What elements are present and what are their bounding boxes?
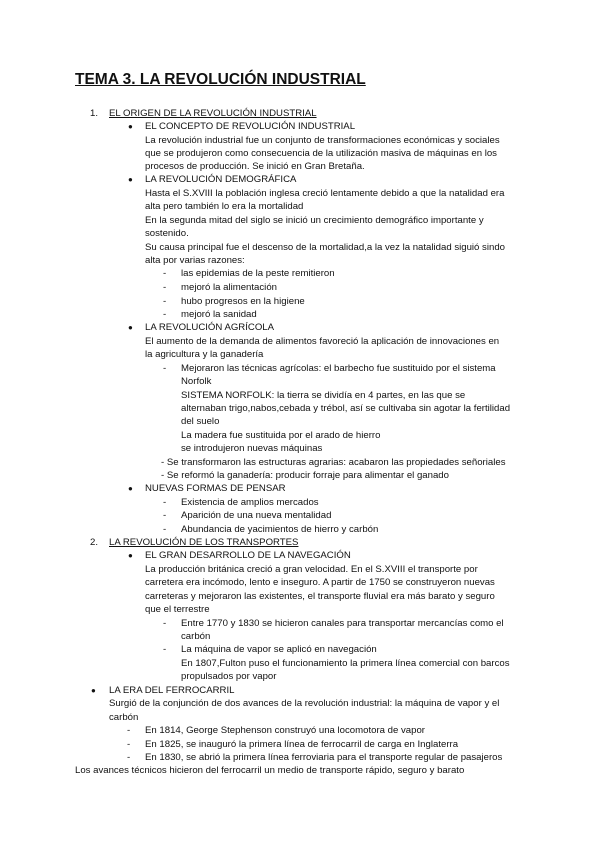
dash-icon: - bbox=[163, 510, 167, 521]
dash-icon: - bbox=[163, 524, 167, 535]
list-item: mejoró la sanidad bbox=[181, 309, 257, 320]
paragraph-line: Hasta el S.XVIII la población inglesa creció lentamente debido a que la natalidad era bbox=[145, 188, 505, 199]
paragraph-line: Su causa principal fue el descenso de la mortalidad,a la vez la natalidad siguió sindo bbox=[145, 242, 505, 253]
list-item-line: La madera fue sustituida por el arado de hierro bbox=[181, 430, 381, 441]
subsection-heading: EL CONCEPTO DE REVOLUCIÓN INDUSTRIAL bbox=[145, 121, 356, 132]
list-item-line: En 1807,Fulton puso el funcionamiento la primera línea comercial con barcos bbox=[181, 658, 510, 669]
list-item: En 1830, se abrió la primera línea ferroviaria para el transporte regular de pasajeros bbox=[145, 752, 503, 763]
bullet-icon: ● bbox=[91, 686, 96, 695]
list-item: En 1814, George Stephenson construyó una locomotora de vapor bbox=[145, 725, 426, 736]
dash-icon: - bbox=[163, 309, 167, 320]
list-item: mejoró la alimentación bbox=[181, 282, 277, 293]
list-item-line: alternaban trigo,nabos,cebada y trébol, así se cultivaba sin agotar la fertilidad bbox=[181, 403, 511, 414]
paragraph-line: carreteras y mejoraron las existentes, el transporte fluvial era más barato y seguro bbox=[145, 591, 495, 602]
list-item-line: propulsados por vapor bbox=[181, 671, 277, 682]
bullet-icon: ● bbox=[128, 175, 133, 184]
dash-icon: - bbox=[127, 739, 131, 750]
list-item-line: carbón bbox=[181, 631, 211, 642]
bullet-icon: ● bbox=[128, 122, 133, 131]
dash-icon: - bbox=[163, 618, 167, 629]
paragraph-line: carbón bbox=[109, 712, 139, 723]
list-item: Aparición de una nueva mentalidad bbox=[181, 510, 332, 521]
list-item: Mejoraron las técnicas agrícolas: el barbecho fue sustituido por el sistema bbox=[181, 363, 496, 374]
bullet-icon: ● bbox=[128, 551, 133, 560]
paragraph-line: Surgió de la conjunción de dos avances de la revolución industrial: la máquina de vapor y el bbox=[109, 698, 500, 709]
subsection-heading: LA ERA DEL FERROCARRIL bbox=[109, 685, 235, 696]
list-item-line: se introdujeron nuevas máquinas bbox=[181, 443, 323, 454]
section-number: 1. bbox=[90, 108, 99, 119]
subsection-heading: LA REVOLUCIÓN AGRÍCOLA bbox=[145, 322, 275, 333]
list-item: La máquina de vapor se aplicó en navegación bbox=[181, 644, 377, 655]
bullet-icon: ● bbox=[128, 484, 133, 493]
paragraph-line: que se produjeron como consecuencia de la utilización masiva de máquinas en los bbox=[145, 148, 497, 159]
paragraph-line: la agricultura y la ganadería bbox=[145, 349, 264, 360]
paragraph-line: En la segunda mitad del siglo se inició un crecimiento demográfico importante y bbox=[145, 215, 484, 226]
list-item: En 1825, se inauguró la primera línea de ferrocarril de carga en Inglaterra bbox=[145, 739, 459, 750]
dash-icon: - bbox=[127, 725, 131, 736]
paragraph-line: El aumento de la demanda de alimentos favoreció la aplicación de innovaciones en bbox=[145, 336, 500, 347]
paragraph-line: que el terrestre bbox=[145, 604, 210, 615]
paragraph-line: La producción británica creció a gran velocidad. En el S.XVIII el transporte por bbox=[145, 564, 478, 575]
dash-icon: - bbox=[163, 497, 167, 508]
dash-icon: - bbox=[127, 752, 131, 763]
list-item-line: SISTEMA NORFOLK: la tierra se dividía en 4 partes, en las que se bbox=[181, 390, 466, 401]
section-heading: EL ORIGEN DE LA REVOLUCIÓN INDUSTRIAL bbox=[109, 108, 317, 119]
section-number: 2. bbox=[90, 537, 99, 548]
dash-icon: - bbox=[163, 363, 167, 374]
page-title: TEMA 3. LA REVOLUCIÓN INDUSTRIAL bbox=[75, 71, 366, 88]
dash-icon: - bbox=[163, 282, 167, 293]
section-heading: LA REVOLUCIÓN DE LOS TRANSPORTES bbox=[109, 537, 299, 548]
paragraph-line: alta pero también lo era la mortalidad bbox=[145, 201, 304, 212]
paragraph-line: sostenido. bbox=[145, 228, 189, 239]
dash-line: - Se transformaron las estructuras agrarias: acabaron las propiedades señoriales bbox=[161, 457, 506, 468]
dash-icon: - bbox=[163, 296, 167, 307]
subsection-heading: LA REVOLUCIÓN DEMOGRÁFICA bbox=[145, 174, 297, 185]
subsection-heading: EL GRAN DESARROLLO DE LA NAVEGACIÓN bbox=[145, 550, 351, 561]
dash-icon: - bbox=[163, 644, 167, 655]
closing-paragraph: Los avances técnicos hicieron del ferrocarril un medio de transporte rápido, seguro y barato bbox=[75, 765, 465, 776]
subsection-heading: NUEVAS FORMAS DE PENSAR bbox=[145, 483, 286, 494]
paragraph-line: procesos de producción. Se inició en Gran Bretaña. bbox=[145, 161, 365, 172]
list-item: Abundancia de yacimientos de hierro y carbón bbox=[181, 524, 379, 535]
list-item: las epidemias de la peste remitieron bbox=[181, 268, 335, 279]
paragraph-line: La revolución industrial fue un conjunto de transformaciones económicas y sociales bbox=[145, 135, 500, 146]
list-item-line: del suelo bbox=[181, 416, 220, 427]
paragraph-line: alta por varias razones: bbox=[145, 255, 245, 266]
list-item-line: Norfolk bbox=[181, 376, 212, 387]
list-item: Entre 1770 y 1830 se hicieron canales para transportar mercancías como el bbox=[181, 618, 504, 629]
bullet-icon: ● bbox=[128, 323, 133, 332]
dash-icon: - bbox=[163, 268, 167, 279]
paragraph-line: carretera era incómodo, lento e inseguro. A partir de 1750 se construyeron nuevas bbox=[145, 577, 495, 588]
list-item: hubo progresos en la higiene bbox=[181, 296, 305, 307]
list-item: Existencia de amplios mercados bbox=[181, 497, 319, 508]
dash-line: - Se reformó la ganadería: producir forraje para alimentar el ganado bbox=[161, 470, 449, 481]
